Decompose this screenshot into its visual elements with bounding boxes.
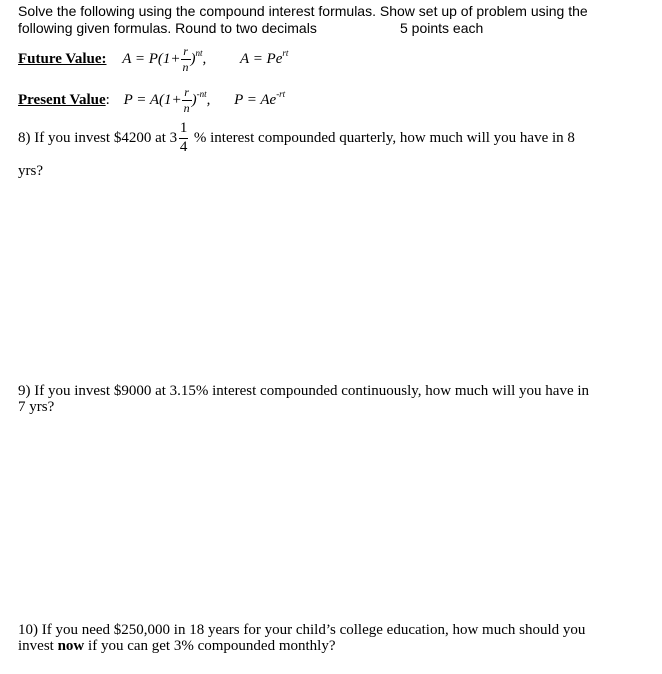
question-9-line-1: 9) If you invest $9000 at 3.15% interest compounded continuously, how much will you have in [18, 383, 590, 399]
question-8-line-2: yrs? [18, 163, 43, 179]
present-value-label: Present Value [18, 92, 106, 108]
mixed-fraction: $\frac{1}{4}$ [179, 120, 188, 156]
instructions-line-2: following given formulas. Round to two decimals [18, 20, 317, 36]
future-formula-continuous: $A = Pe^{rt}$ [240, 48, 289, 67]
question-10-line-1: 10) If you need $250,000 in 18 years for your child’s college education, how much should you [18, 622, 586, 638]
instructions-line-1: Solve the following using the compound interest formulas. Show set up of problem using the [18, 3, 588, 19]
present-formula-continuous: $P = Ae^{-rt}$ [234, 89, 286, 108]
future-value-label: Future Value: [18, 51, 107, 67]
present-value-row: Present Value: P = A(1+ $\frac{r}{n}$ )$^{-nt}$, $P = Ae^{-rt}$ [18, 85, 286, 116]
future-formula-discrete: A = P(1+ $\frac{r}{n}$ )$^{nt}$, [122, 44, 207, 75]
question-9-line-2: 7 yrs? [18, 399, 55, 415]
future-value-row [18, 44, 289, 75]
question-8-line-1: 8) If you invest $4200 at 3 $\frac{1}{4}$ % interest compounded quarterly, how much will you have in 8 [18, 120, 575, 156]
present-formula-discrete: P = A(1+ $\frac{r}{n}$ )$^{-nt}$, [123, 85, 211, 116]
question-10-line-2: invest now if you can get 3% compounded monthly? [18, 638, 336, 654]
points-label: 5 points each [400, 20, 484, 36]
